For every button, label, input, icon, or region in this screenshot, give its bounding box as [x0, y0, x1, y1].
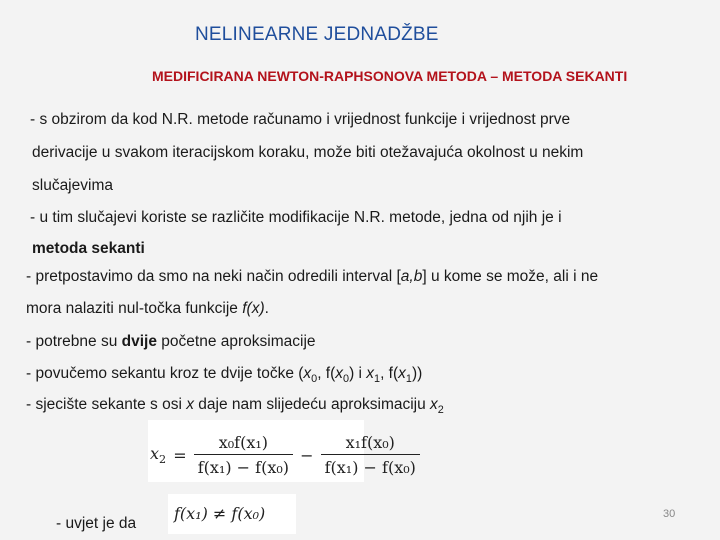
- slide-subtitle: MEDIFICIRANA NEWTON-RAPHSONOVA METODA – METODA SEKANTI: [152, 68, 628, 84]
- var-x0b: x: [335, 365, 344, 382]
- body-line-5: [32, 240, 145, 258]
- formula-lhs-var: x: [150, 443, 160, 463]
- page-number: 30: [663, 508, 676, 520]
- var-x0: x: [303, 365, 312, 382]
- line6-text-a: - pretpostavimo da smo na neki način odredili interval [: [26, 268, 401, 285]
- condition-formula: [168, 494, 296, 534]
- condition-label: - uvjet je da: [56, 515, 137, 532]
- sub-0b: 0: [343, 373, 350, 386]
- formula-lhs: [150, 443, 167, 467]
- interval: a,b: [400, 268, 423, 285]
- line9-mid-2: ) i: [349, 365, 367, 382]
- line10-text-b: daje nam slijedeću aproksimaciju: [193, 396, 431, 413]
- line10-text-a: - sjecište sekante s osi: [26, 396, 187, 413]
- body-line-3: slučajevima: [32, 177, 113, 194]
- formula-minus: −: [300, 445, 314, 465]
- line7-text-a: mora nalaziti nul-točka funkcije: [26, 300, 243, 317]
- line9-mid-1: , f(: [317, 365, 336, 382]
- line9-text-a: - povučemo sekantu kroz te dvije točke (: [26, 365, 304, 382]
- var-x1b: x: [398, 365, 406, 382]
- formula-expression: [150, 433, 420, 477]
- line9-end: )): [411, 365, 423, 382]
- body-line-4: - u tim slučajevi koriste se različite modifikacije N.R. metode, jedna od njih je i: [30, 209, 562, 226]
- axis-x: x: [186, 396, 194, 413]
- secant-formula: [148, 420, 416, 482]
- fraction-2-den: f(x₁) − f(x₀): [324, 458, 416, 477]
- line7-text-b: .: [264, 300, 269, 317]
- fraction-2: [321, 433, 420, 477]
- body-line-10: [26, 396, 444, 416]
- line8-text-a: - potrebne su: [26, 333, 122, 350]
- line6-text-b: ] u kome se može, ali i ne: [422, 268, 599, 285]
- body-line-2: derivacije u svakom iteracijskom koraku, može biti otežavajuća okolnost u nekim: [32, 144, 584, 161]
- sub-2: 2: [437, 404, 444, 417]
- formula-lhs-sub: 2: [159, 453, 167, 467]
- body-line-9: [26, 365, 422, 385]
- body-line-1: - s obzirom da kod N.R. metode računamo i vrijednost funkcije i vrijednost prve: [30, 111, 571, 128]
- slide-title: NELINEARNE JEDNADŽBE: [195, 24, 439, 45]
- sub-1b: 1: [405, 373, 412, 386]
- line8-text-b: početne aproksimacije: [156, 333, 316, 350]
- formula-eq: =: [173, 445, 187, 465]
- fraction-1-den: f(x₁) − f(x₀): [197, 458, 290, 477]
- fraction-1-num: x₀f(x₁): [194, 433, 293, 455]
- function-fx: f(x): [242, 300, 265, 317]
- condition-expression: f(x₁) ≠ f(x₀): [174, 504, 266, 523]
- sub-0: 0: [311, 373, 318, 386]
- sub-1: 1: [374, 373, 381, 386]
- var-x1: x: [366, 365, 375, 382]
- body-line-6: [26, 268, 598, 286]
- body-line-7: [26, 300, 269, 318]
- method-name: metoda sekanti: [32, 240, 145, 257]
- var-x2: x: [430, 396, 438, 413]
- line9-mid-3: , f(: [380, 365, 399, 382]
- fraction-1: [194, 433, 293, 477]
- fraction-2-num: x₁f(x₀): [321, 433, 420, 455]
- two-emphasis: dvije: [121, 333, 157, 350]
- body-line-8: [26, 333, 316, 351]
